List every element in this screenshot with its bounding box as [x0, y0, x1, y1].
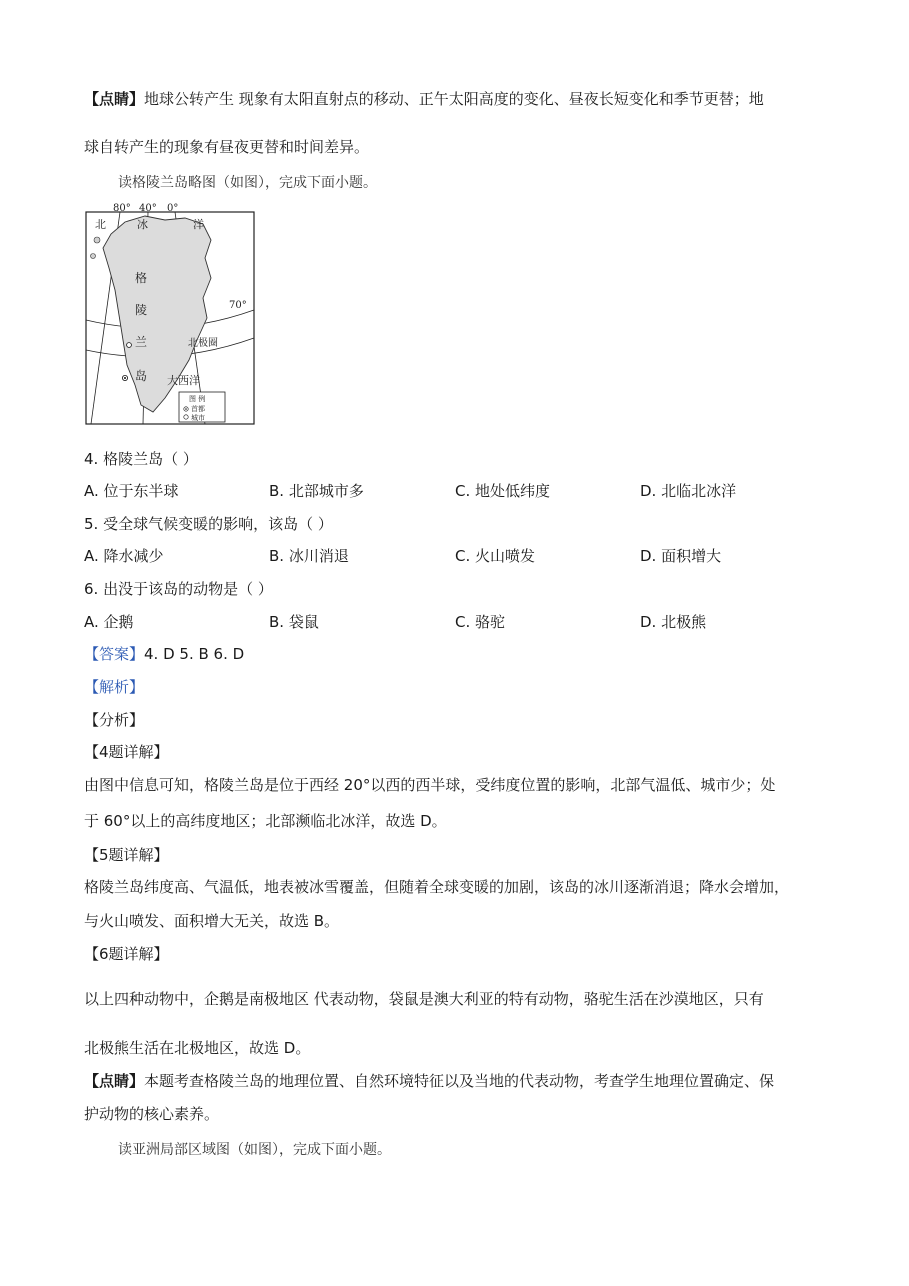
- question-6-option-a: A. 企鹅: [84, 613, 134, 631]
- tip-line-2: 球自转产生的现象有昼夜更替和时间差异。: [84, 138, 370, 156]
- greenland-map: [85, 200, 255, 425]
- bottom-tip-line-2: 护动物的核心素养。: [84, 1105, 220, 1123]
- legend-city: 城市: [191, 414, 205, 422]
- label-lan: 兰: [135, 335, 148, 349]
- tip-text: 地球公转产生 现象有太阳直射点的移动、正午太阳高度的变化、昼夜长短变化和季节更替；地: [144, 90, 764, 108]
- question-5-option-c: C. 火山喷发: [455, 547, 536, 565]
- question-5-option-d: D. 面积增大: [640, 547, 722, 565]
- label-0: 0°: [167, 203, 179, 214]
- question-4-option-c: C. 地处低纬度: [455, 482, 551, 500]
- question-6-stem: 6. 出没于该岛的动物是（ ）: [84, 580, 273, 598]
- q4-detail-tag: 【4题详解】: [84, 743, 169, 761]
- q5-detail-line-1: 格陵兰岛纬度高、气温低，地表被冰雪覆盖，但随着全球变暖的加剧，该岛的冰川逐渐消退；降水会增加，: [84, 878, 790, 896]
- question-4-option-a: A. 位于东半球: [84, 482, 179, 500]
- label-40: 40°: [139, 203, 157, 214]
- question-4-option-d: D. 北临北冰洋: [640, 482, 737, 500]
- bottom-tip-line-1: [84, 1071, 774, 1091]
- tip-line-1: [84, 89, 764, 109]
- question-6-option-c: C. 骆驼: [455, 613, 506, 631]
- q6-detail-line-2: 北极熊生活在北极地区，故选 D。: [84, 1039, 311, 1057]
- legend-title: 图 例: [189, 395, 206, 403]
- label-ling: 陵: [135, 303, 148, 317]
- answer-tag: 【答案】: [84, 645, 145, 663]
- label-ge: 格: [135, 271, 148, 285]
- question-6-option-d: D. 北极熊: [640, 613, 707, 631]
- label-dao: 岛: [135, 369, 148, 383]
- label-70: 70°: [229, 300, 247, 311]
- answer-line: [84, 644, 244, 664]
- answer-text: 4. D 5. B 6. D: [144, 645, 245, 663]
- question-5-option-b: B. 冰川消退: [269, 547, 349, 565]
- legend-capital: 首都: [191, 405, 205, 413]
- q6-detail-tag: 【6题详解】: [84, 945, 169, 963]
- q4-detail-line-1: 由图中信息可知，格陵兰岛是位于西经 20°以西的西半球，受纬度位置的影响，北部气温低、城市少；处: [84, 776, 776, 794]
- tip-tag: 【点睛】: [84, 90, 145, 108]
- fenxi-tag: 【分析】: [84, 711, 145, 729]
- bottom-tip-tag: 【点睛】: [84, 1072, 145, 1090]
- label-bei: 北: [95, 218, 106, 231]
- label-atlantic: 大西洋: [167, 374, 200, 387]
- q5-detail-line-2: 与火山喷发、面积增大无关，故选 B。: [84, 912, 340, 930]
- question-4-option-b: B. 北部城市多: [269, 482, 364, 500]
- label-bing: 冰: [137, 218, 148, 231]
- q6-detail-line-1: 以上四种动物中，企鹅是南极地区 代表动物，袋鼠是澳大利亚的特有动物，骆驼生活在沙漠地区，只有: [84, 990, 764, 1008]
- question-4-stem: 4. 格陵兰岛（ ）: [84, 450, 198, 468]
- analysis-tag: 【解析】: [84, 678, 145, 696]
- question-5-option-a: A. 降水减少: [84, 547, 164, 565]
- intro-greenland: 读格陵兰岛略图（如图），完成下面小题。: [118, 175, 377, 191]
- intro-asia: 读亚洲局部区域图（如图），完成下面小题。: [118, 1142, 391, 1158]
- q4-detail-line-2: 于 60°以上的高纬度地区；北部濒临北冰洋，故选 D。: [84, 812, 447, 830]
- label-arctic-circle: 北极圈: [188, 338, 218, 349]
- q5-detail-tag: 【5题详解】: [84, 846, 169, 864]
- label-80: 80°: [113, 203, 131, 214]
- question-6-option-b: B. 袋鼠: [269, 613, 319, 631]
- bottom-tip-text: 本题考查格陵兰岛的地理位置、自然环境特征以及当地的代表动物，考查学生地理位置确定、保: [144, 1072, 775, 1090]
- label-yang: 洋: [193, 218, 204, 231]
- question-5-stem: 5. 受全球气候变暖的影响，该岛（ ）: [84, 515, 333, 533]
